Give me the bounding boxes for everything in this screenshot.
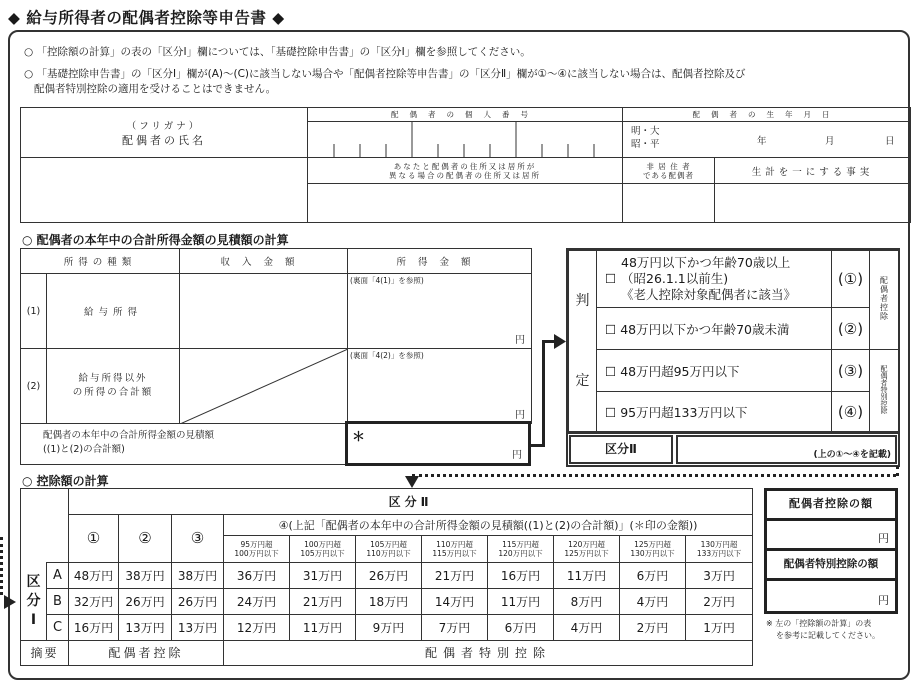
era-select[interactable]: [631, 125, 660, 151]
option-4[interactable]: [597, 392, 832, 432]
option-1-number: (①): [832, 251, 870, 308]
opt1-line1: 48万円以下かつ年齢70歳以上: [621, 255, 791, 270]
row2-number: (2): [21, 349, 47, 424]
bracket-header: [290, 535, 356, 562]
income-table: [20, 248, 532, 424]
deduction-amount: 18万円: [356, 588, 422, 614]
table-row: [21, 614, 753, 640]
result-note-line1: ※ 左の「控除額の計算」の表: [766, 619, 872, 628]
livelihood-field[interactable]: [715, 184, 911, 223]
bracket-header: [620, 535, 686, 562]
bracket-lower: 105万円超: [370, 539, 407, 549]
birth-label: 配偶者の生年月日: [623, 108, 911, 122]
row1-label: 給与所得: [47, 274, 180, 349]
bracket-lower: 130万円超: [700, 539, 738, 549]
row-key: A: [47, 562, 69, 588]
col-2-header: ②: [119, 515, 172, 563]
deduction-amount: 26万円: [172, 588, 224, 614]
deduction-amount: 31万円: [290, 562, 356, 588]
judgment-label: [569, 251, 597, 432]
note-3: 配偶者特別控除の適用を受けることはできません。: [34, 83, 277, 95]
opt2-label: 48万円以下かつ年齢70歳未満: [620, 321, 790, 337]
nonresident-line2: である配偶者: [643, 170, 694, 180]
bracket-header: [686, 535, 753, 562]
dotted-connector-left: [0, 537, 3, 595]
result-note: [766, 618, 880, 642]
nonresident-label: [623, 158, 715, 184]
deduction-amount: 21万円: [290, 588, 356, 614]
arrow-right-small-icon: [4, 595, 16, 609]
nonresident-field[interactable]: [623, 184, 715, 223]
summary-label: 摘要: [21, 640, 69, 665]
side-label-special: [870, 350, 899, 432]
bracket-upper: 133万円以下: [696, 548, 742, 558]
address-label: [308, 158, 623, 184]
deduction-amount: 38万円: [119, 562, 172, 588]
deduction-amount: 8万円: [554, 588, 620, 614]
summary-spouse: 配偶者控除: [69, 640, 224, 665]
bracket-header: [422, 535, 488, 562]
col-4-header: ④(上記「配偶者の本年中の合計所得金額の見積額((1)と(2)の合計額)」(＊印の金額)): [224, 515, 753, 536]
income-header: 所得金額: [348, 249, 532, 274]
opt1-line3: 《老人控除対象配偶者に該当》: [621, 287, 797, 302]
total-label: [43, 429, 214, 457]
row-key: C: [47, 614, 69, 640]
bracket-lower: 120万円超: [568, 539, 605, 549]
special-deduction-field[interactable]: [767, 581, 895, 610]
row2-ref: (裏面「4(2)」を参照): [350, 351, 424, 360]
bracket-lower: 125万円超: [634, 539, 671, 549]
deduction-amount: 32万円: [69, 588, 119, 614]
kubun2-label: 区分Ⅱ: [569, 435, 673, 464]
deduction-amount: 2万円: [686, 588, 753, 614]
arrow-line-v: [542, 340, 545, 447]
income-type-header: 所得の種類: [21, 249, 180, 274]
table-row: [21, 588, 753, 614]
dotted-connector-v: [896, 466, 899, 476]
deduction-amount: 4万円: [620, 588, 686, 614]
deduction-amount: 26万円: [356, 562, 422, 588]
deduction-section-heading: ○ 控除額の計算: [22, 474, 109, 488]
bracket-lower: 95万円超: [240, 539, 273, 549]
deduction-amount: 2万円: [620, 614, 686, 640]
kubun1-char3: Ⅰ: [30, 611, 37, 628]
kubun1-char1: 区: [26, 573, 41, 590]
asterisk-mark: ＊: [352, 430, 366, 445]
side2-text: 配偶者特別控除: [880, 364, 888, 414]
deduction-amount: 24万円: [224, 588, 290, 614]
deduction-amount: 6万円: [620, 562, 686, 588]
deduction-amount: 16万円: [488, 562, 554, 588]
option-2[interactable]: [597, 308, 832, 350]
bracket-upper: 130万円以下: [630, 548, 675, 558]
special-deduction-label: 配偶者特別控除の額: [767, 551, 895, 581]
deduction-amount: 12万円: [224, 614, 290, 640]
name-cell: [21, 108, 308, 158]
checkbox-icon[interactable]: ☐: [605, 363, 617, 379]
col-3-header: ③: [172, 515, 224, 563]
deduction-amount: 26万円: [119, 588, 172, 614]
spouse-info-table: [20, 107, 911, 223]
side1-text: 配偶者控除: [879, 276, 889, 321]
deduction-amount: 1万円: [686, 614, 753, 640]
deduction-amount: 14万円: [422, 588, 488, 614]
deduction-amount: 6万円: [488, 614, 554, 640]
spouse-name-field[interactable]: [21, 158, 308, 223]
kubun1-char2: 分: [26, 592, 41, 609]
total-income-field[interactable]: [345, 421, 531, 466]
note-1: ○ 「控除額の計算」の表の「区分Ⅰ」欄については、「基礎控除申告書」の「区分Ⅰ」欄を参照してください。: [24, 46, 531, 58]
kubun2-note: (上の①～④を記載): [813, 450, 891, 460]
option-3-number: (③): [832, 350, 870, 392]
corner-cell: [21, 489, 69, 563]
total-label-cell: [20, 423, 346, 465]
kubun2-header: 区分Ⅱ: [69, 489, 753, 515]
day-label: 日: [885, 136, 895, 147]
spouse-deduction-label: 配偶者控除の額: [767, 491, 895, 521]
option-2-number: (②): [832, 308, 870, 350]
bracket-upper: 115万円以下: [432, 548, 477, 558]
kubun1-label: [21, 562, 47, 640]
bracket-upper: 120万円以下: [498, 548, 543, 558]
checkbox-icon[interactable]: ☐: [605, 404, 617, 420]
deduction-amount: 11万円: [290, 614, 356, 640]
other-revenue-cell: [180, 349, 348, 424]
salary-income-field[interactable]: [348, 274, 532, 349]
income-section-heading: ○ 配偶者の本年中の合計所得金額の見積額の計算: [22, 233, 289, 247]
livelihood-label: 生計を一にする事実: [715, 158, 911, 184]
form-title: ◆ 給与所得者の配偶者控除等申告書 ◆: [8, 9, 285, 27]
deduction-amount: 4万円: [554, 614, 620, 640]
col-1-header: ①: [69, 515, 119, 563]
bracket-upper: 100万円以下: [234, 548, 279, 558]
yen-unit: 円: [515, 335, 526, 346]
bracket-upper: 110万円以下: [366, 548, 411, 558]
spouse-deduction-field[interactable]: [767, 521, 895, 551]
address-field[interactable]: [308, 184, 623, 223]
note-2: ○ 「基礎控除申告書」の「区分Ⅰ」欄が(A)～(C)に該当しない場合や「配偶者控除等申告書」の「区分Ⅱ」欄が①～④に該当しない場合は、配偶者控除及び: [24, 68, 746, 80]
kubun2-field[interactable]: [676, 435, 897, 464]
bracket-upper: 105万円以下: [300, 548, 345, 558]
bracket-upper: 125万円以下: [564, 548, 609, 558]
deduction-amount: 13万円: [119, 614, 172, 640]
revenue-header: 収入金額: [180, 249, 348, 274]
option-4-number: (④): [832, 392, 870, 432]
furigana-label: （フリガナ）: [126, 120, 202, 132]
dotted-connector: [412, 474, 896, 477]
opt4-label: 95万円超133万円以下: [620, 404, 748, 420]
deduction-amount: 36万円: [224, 562, 290, 588]
deduction-table: [20, 488, 753, 666]
row-key: B: [47, 588, 69, 614]
judgment-table: [568, 250, 899, 432]
era-showa-label: 明・大: [631, 126, 660, 137]
deduction-amount: 13万円: [172, 614, 224, 640]
number-digit-ticks: [308, 122, 623, 158]
deduction-amount: 3万円: [686, 562, 753, 588]
yen-unit: 円: [878, 594, 889, 607]
total-label-line1: 配偶者の本年中の合計所得金額の見積額: [43, 430, 215, 441]
yen-unit: 円: [515, 410, 526, 421]
deduction-amount: 7万円: [422, 614, 488, 640]
deduction-amount: 11万円: [488, 588, 554, 614]
row2-label-line1: 給与所得以外: [78, 373, 148, 384]
spouse-number-label: 配偶者の個人番号: [308, 108, 623, 122]
bracket-header: [224, 535, 290, 562]
side-label-spouse: [870, 251, 899, 350]
judgment-char2: 定: [575, 373, 590, 389]
deduction-amount: 11万円: [554, 562, 620, 588]
nonresident-line1: 非 居 住 者: [646, 161, 691, 171]
option-3[interactable]: [597, 350, 832, 392]
table-row: [21, 562, 753, 588]
month-label: 月: [825, 136, 835, 147]
spouse-number-field[interactable]: [308, 122, 623, 158]
yen-unit: 円: [512, 450, 522, 461]
checkbox-icon[interactable]: ☐: [605, 271, 617, 286]
total-label-line2: ((1)と(2)の合計額): [43, 444, 125, 455]
address-label-line2: 異なる場合の配偶者の住所又は居所: [389, 170, 541, 180]
row1-ref: (裏面「4(1)」を参照): [350, 276, 424, 285]
era-heisei-label: 昭・平: [631, 139, 660, 150]
bracket-header: [488, 535, 554, 562]
opt1-line2: （昭26.1.1以前生): [621, 271, 729, 286]
year-label: 年: [757, 136, 767, 147]
yen-unit: 円: [878, 532, 889, 545]
summary-special: 配偶者特別控除: [224, 640, 753, 665]
checkbox-icon[interactable]: ☐: [605, 321, 617, 337]
spouse-name-label: 配偶者の氏名: [122, 133, 206, 147]
other-income-field[interactable]: [348, 349, 532, 424]
bracket-header: [554, 535, 620, 562]
opt3-label: 48万円超95万円以下: [620, 363, 740, 379]
row2-label-line2: の所得の合計額: [72, 387, 154, 398]
row1-number: (1): [21, 274, 47, 349]
salary-revenue-field[interactable]: [180, 274, 348, 349]
row2-label: [47, 349, 180, 424]
bracket-lower: 100万円超: [304, 539, 341, 549]
birth-date-field[interactable]: [623, 122, 911, 158]
diagonal-slash: [180, 349, 348, 424]
bracket-header: [356, 535, 422, 562]
judgment-char1: 判: [575, 293, 590, 309]
bracket-lower: 115万円超: [502, 539, 539, 549]
deduction-amount: 38万円: [172, 562, 224, 588]
bracket-lower: 110万円超: [436, 539, 473, 549]
deduction-amount: 9万円: [356, 614, 422, 640]
deduction-amount: 16万円: [69, 614, 119, 640]
arrow-down-icon: [405, 476, 419, 488]
deduction-amount: 21万円: [422, 562, 488, 588]
option-1[interactable]: [597, 251, 832, 308]
deduction-amount: 48万円: [69, 562, 119, 588]
result-note-line2: を参考に記載してください。: [776, 631, 880, 640]
arrow-right-icon: [554, 334, 566, 349]
result-boxes: [764, 488, 898, 614]
address-label-line1: あなたと配偶者の住所又は居所が: [393, 161, 537, 171]
